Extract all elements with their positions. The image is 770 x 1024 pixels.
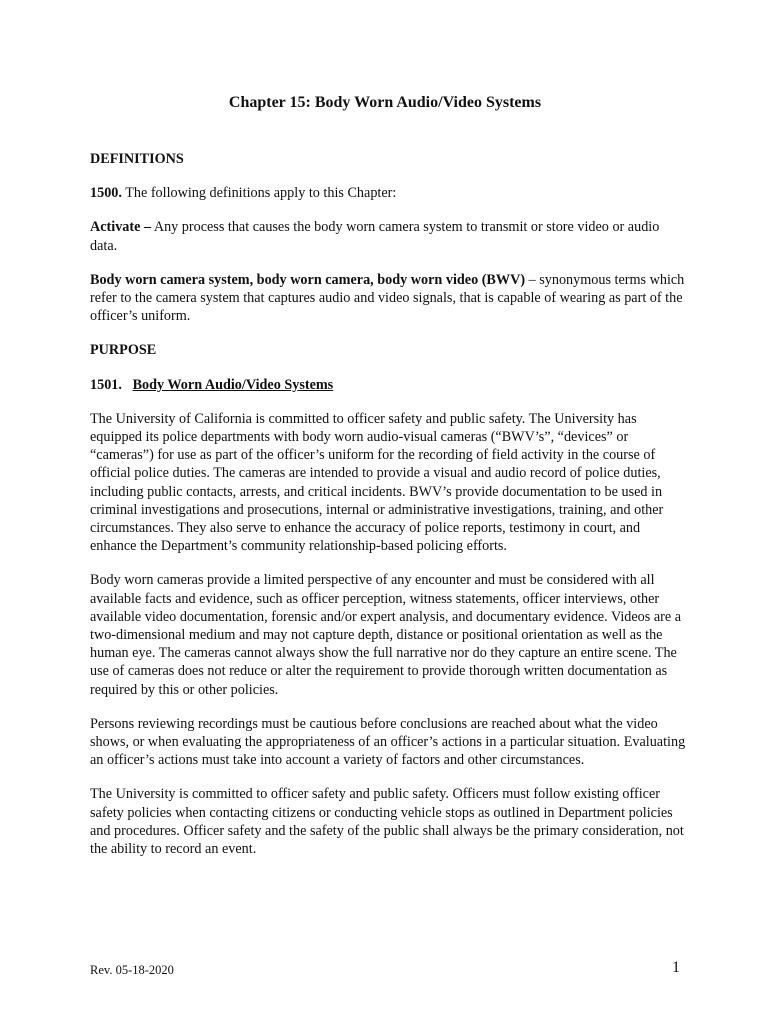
paragraph-1: The University of California is committed to officer safety and public safety. The University has equipped its police departments with body worn audio-visual cameras (“BWV’s”, “devices” or “cameras”) for use as part of the officer’s uniform for the recording of field activity in the course of official police duties. The cameras are intended to provide a visual and audio record of police duties, including public contacts, arrests, and critical incidents. BWV’s provide documentation to be used in criminal investigations and prosecutions, internal or administrative investigations, training, and other circumstances. They also serve to enhance the accuracy of police reports, testimony in court, and enhance the Department’s community relationship-based policing efforts. — [90, 410, 664, 555]
paragraph-3: Persons reviewing recordings must be cautious before conclusions are reached about what the video shows, or when evaluating the appropriateness of an officer’s actions in a particular situation. Evaluating an officer’s actions must take into account a variety of factors and other circumstances. — [90, 715, 686, 769]
document-body — [90, 150, 687, 858]
definition-activate — [90, 218, 687, 254]
paragraph-4: The University is committed to officer safety and public safety. Officers must follow existing officer safety policies when contacting citizens or conducting vehicle stops as outlined in Department policies and procedures. Officer safety and the safety of the public shall always be the primary consideration, not the ability to record an event. — [90, 786, 684, 858]
definition-activate-term: Activate – — [90, 219, 152, 236]
definition-activate-text: Any process that causes the body worn camera system to transmit or store video or audio data. — [90, 219, 660, 254]
page-number: 1 — [672, 959, 680, 976]
section-1501-title: Body Worn Audio/Video Systems — [132, 376, 334, 393]
section-1500-number: 1500. — [90, 185, 122, 202]
footer-revision: Rev. 05-18-2020 — [90, 963, 174, 977]
definitions-heading: DEFINITIONS — [90, 151, 184, 167]
page-title: Chapter 15: Body Worn Audio/Video Systems — [228, 94, 542, 111]
definition-bwv-text: – synonymous terms which refer to the camera system that captures audio and video signals, that is capable of wearing as part of the officer’s uniform. — [90, 271, 685, 325]
section-1500 — [90, 184, 687, 202]
section-1500-text: The following definitions apply to this Chapter: — [121, 185, 397, 202]
section-1501-number: 1501. — [90, 376, 122, 393]
definition-bwv — [90, 271, 687, 326]
section-1501 — [90, 376, 687, 394]
paragraph-2: Body worn cameras provide a limited perspective of any encounter and must be considered with all available facts and evidence, such as officer perception, witness statements, officer interviews, other available video documentation, forensic and/or expert analysis, and documentary evidence. Videos are a two-dimensional medium and may not capture depth, distance or positional orientation as well as the human eye. The cameras cannot always show the full narrative nor do they capture an entire scene. The use of cameras does not reduce or alter the requirement to provide thorough written documentation as required by this or other policies. — [90, 572, 681, 698]
definition-bwv-term: Body worn camera system, body worn camera, body worn video (BWV) — [90, 271, 526, 288]
purpose-heading: PURPOSE — [90, 342, 157, 359]
